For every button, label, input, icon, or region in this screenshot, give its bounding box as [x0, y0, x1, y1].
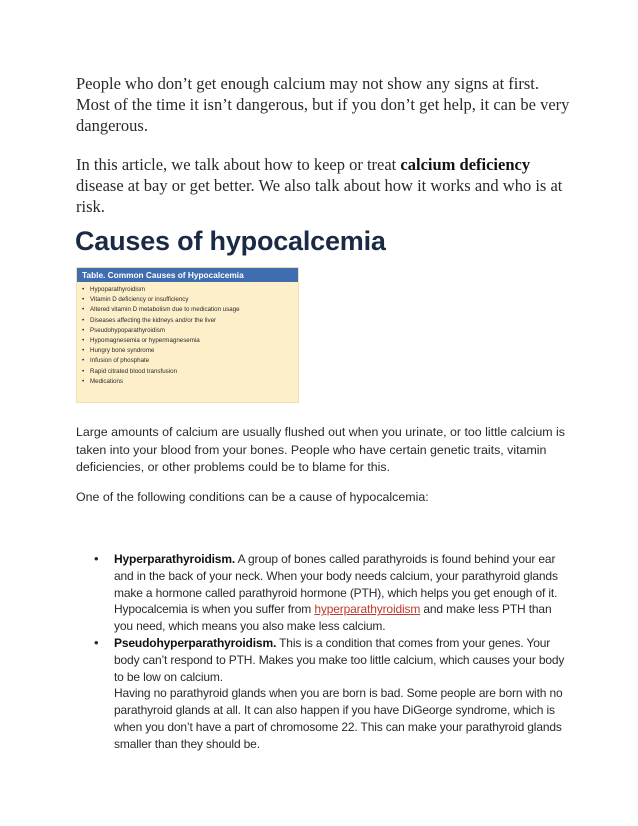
table-title: Table. Common Causes of Hypocalcemia — [77, 268, 298, 282]
bullet-icon: • — [94, 634, 99, 650]
table-item: • Hypoparathyroidism — [77, 285, 298, 295]
calcium-paragraph: Large amounts of calcium are usually flushed out when you urinate, or too little calcium is taken into your blood from your bones. People who have certain genetic traits, vitamin deficiencies, or other problems could be to blame for this. — [76, 425, 565, 474]
bullet-term: Pseudohyperparathyroidism. — [114, 635, 277, 650]
table-item: • Hungry bone syndrome — [77, 346, 298, 356]
table-item: • Altered vitamin D metabolism due to medication usage — [77, 305, 298, 315]
bullet-text: and make less PTH than you need, which means you also make less calcium. — [114, 602, 552, 634]
bullet-text: A group of bones called parathyroids is found behind your ear and in the back of your neck. When your body needs calcium, your parathyroid glands make a hormone called parathyroid hormone (PTH), which helps you get enough of it. Hypocalcemia is when you suffer from — [114, 552, 558, 617]
bullet-term: Hyperparathyroidism. — [114, 552, 236, 566]
article-text-before: In this article, we talk about how to keep or treat — [76, 155, 401, 174]
bullet-icon: • — [94, 551, 99, 566]
table-item: • Medications — [77, 377, 298, 387]
table-list — [77, 282, 298, 387]
table-item: • Pseudohypoparathyroidism — [77, 326, 298, 336]
table-item: • Rapid citrated blood transfusion — [77, 367, 298, 377]
hyperparathyroidism-link[interactable]: hyperparathyroidism — [314, 602, 421, 617]
conditions-list — [94, 551, 570, 753]
article-bold-term: calcium deficiency — [400, 155, 531, 174]
table-item: • Vitamin D deficiency or insufficiency — [77, 295, 298, 305]
list-item — [94, 635, 570, 753]
section-heading: Causes of hypocalcemia — [75, 226, 386, 256]
bullet-text: This is a condition that comes from your genes. Your body can’t respond to PTH. Makes you make too little calcium, which causes your body to be low on calcium. — [114, 635, 565, 684]
table-item: • Infusion of phosphate — [77, 356, 298, 366]
bullet-text: Having no parathyroid glands when you are born is bad. Some people are born with no parathyroid glands at all. It can also happen if you have DiGeorge syndrome, which is when you don’t have a part of chromosome 22. This can make your parathyroid glands smaller than they should be. — [114, 686, 563, 751]
conditions-paragraph: One of the following conditions can be a cause of hypocalcemia: — [76, 490, 429, 504]
intro-paragraph: People who don’t get enough calcium may not show any signs at first. Most of the time it isn’t dangerous, but if you don’t get help, it can be very dangerous. — [76, 74, 570, 135]
causes-table-image — [76, 267, 299, 403]
table-item: • Hypomagnesemia or hypermagnesemia — [77, 336, 298, 346]
article-text-after: disease at bay or get better. We also talk about how it works and who is at risk. — [76, 176, 563, 216]
article-paragraph — [76, 154, 576, 217]
list-item — [94, 551, 570, 635]
table-item: • Diseases affecting the kidneys and/or the liver — [77, 316, 298, 326]
